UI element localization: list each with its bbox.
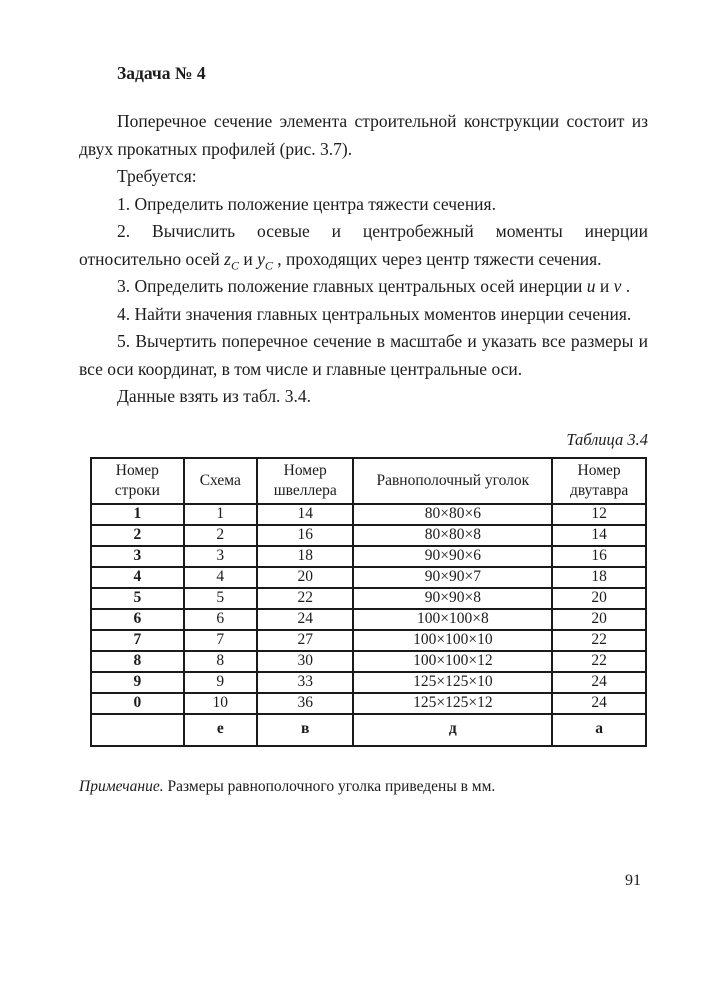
equal-angle-cell: 125×125×10 xyxy=(353,672,552,693)
row-number-cell: 7 xyxy=(91,630,184,651)
scheme-cell: 4 xyxy=(184,567,257,588)
col-header-ibeam-number: Номер двутавра xyxy=(552,458,646,504)
axis-y-symbol: y xyxy=(257,248,265,269)
scheme-cell: 7 xyxy=(184,630,257,651)
ibeam-number-cell: 18 xyxy=(552,567,646,588)
intro-paragraph: Поперечное сечение элемента строительной конструкции состоит из двух прокатных профилей (рис. 3.7). xyxy=(79,111,648,159)
table-row xyxy=(91,672,646,693)
row-number-cell: 0 xyxy=(91,693,184,714)
requires-label: Требуется: xyxy=(117,166,197,186)
page-number: 91 xyxy=(625,872,641,889)
col-header-channel-number: Номер швеллера xyxy=(257,458,354,504)
row-number-cell: 2 xyxy=(91,525,184,546)
axis-v-symbol: v xyxy=(613,276,622,296)
data-source-paragraph: Данные взять из табл. 3.4. xyxy=(117,386,312,406)
equal-angle-cell: 80×80×8 xyxy=(353,525,552,546)
scheme-cell: 5 xyxy=(184,588,257,609)
ibeam-number-cell: 12 xyxy=(552,504,646,525)
axis-u-symbol: u xyxy=(586,276,596,296)
scheme-cell: 1 xyxy=(184,504,257,525)
equal-angle-cell: 100×100×8 xyxy=(353,609,552,630)
problem-title: Задача № 4 xyxy=(117,63,206,83)
scheme-cell: 3 xyxy=(184,546,257,567)
ibeam-number-cell: 22 xyxy=(552,630,646,651)
task-item-4: 4. Найти значения главных центральных моментов инерции сечения. xyxy=(117,303,632,324)
scheme-cell: 8 xyxy=(184,651,257,672)
variant-letter-ibeam: а xyxy=(552,714,646,746)
equal-angle-cell: 100×100×10 xyxy=(353,630,552,651)
ibeam-number-cell: 22 xyxy=(552,651,646,672)
task-item-2 xyxy=(79,218,648,273)
variant-letter-row xyxy=(91,714,646,746)
table-row xyxy=(91,504,646,525)
channel-number-cell: 33 xyxy=(257,672,354,693)
task-item-3-post: . xyxy=(621,276,631,296)
row-number-cell: 1 xyxy=(91,504,184,525)
scheme-cell: 6 xyxy=(184,609,257,630)
axis-z-subscript: C xyxy=(230,258,239,272)
task-item-3-mid: и xyxy=(595,276,614,296)
channel-number-cell: 22 xyxy=(257,588,354,609)
channel-number-cell: 16 xyxy=(257,525,354,546)
task-item-2-post: , проходящих через центр тяжести сечения. xyxy=(272,248,602,269)
row-number-cell: 6 xyxy=(91,609,184,630)
ibeam-number-cell: 20 xyxy=(552,588,646,609)
scheme-cell: 9 xyxy=(184,672,257,693)
scheme-cell: 10 xyxy=(184,693,257,714)
axis-z-symbol: z xyxy=(224,248,231,269)
variant-letter-angle: д xyxy=(353,714,552,746)
col-header-row-number: Номер строки xyxy=(91,458,184,504)
task-item-3 xyxy=(79,273,648,301)
ibeam-number-cell: 24 xyxy=(552,693,646,714)
variant-letter-channel: в xyxy=(257,714,354,746)
row-number-cell: 4 xyxy=(91,567,184,588)
col-header-equal-angle: Равнополочный уголок xyxy=(353,458,552,504)
table-row xyxy=(91,630,646,651)
ibeam-number-cell: 24 xyxy=(552,672,646,693)
table-row xyxy=(91,588,646,609)
scheme-cell: 2 xyxy=(184,525,257,546)
equal-angle-cell: 90×90×6 xyxy=(353,546,552,567)
note-text: Размеры равнополочного уголка приведены в мм. xyxy=(163,777,496,795)
channel-number-cell: 18 xyxy=(257,546,354,567)
note-label: Примечание. xyxy=(79,777,164,795)
variant-empty-cell xyxy=(91,714,184,746)
ibeam-number-cell: 16 xyxy=(552,546,646,567)
channel-number-cell: 27 xyxy=(257,630,354,651)
task-item-2-text: 2. Вычислить осевые и центробежный моменты инерции относительно осей xyxy=(79,221,648,269)
row-number-cell: 3 xyxy=(91,546,184,567)
row-number-cell: 5 xyxy=(91,588,184,609)
table-row xyxy=(91,525,646,546)
equal-angle-cell: 125×125×12 xyxy=(353,693,552,714)
table-row xyxy=(91,546,646,567)
table-caption: Таблица 3.4 xyxy=(566,429,648,449)
text-block xyxy=(79,60,648,797)
task-item-1: 1. Определить положение центра тяжести сечения. xyxy=(117,193,496,214)
channel-number-cell: 14 xyxy=(257,504,354,525)
channel-number-cell: 30 xyxy=(257,651,354,672)
equal-angle-cell: 90×90×7 xyxy=(353,567,552,588)
task-item-2-mid: и xyxy=(238,248,258,269)
row-number-cell: 9 xyxy=(91,672,184,693)
row-number-cell: 8 xyxy=(91,651,184,672)
task-item-5: 5. Вычертить поперечное сечение в масштабе и указать все размеры и все оси координат, в том числе и главные центральные оси. xyxy=(79,331,648,379)
table-row xyxy=(91,609,646,630)
table-row xyxy=(91,693,646,714)
table-header-row xyxy=(91,458,646,504)
ibeam-number-cell: 20 xyxy=(552,609,646,630)
table-row xyxy=(91,651,646,672)
channel-number-cell: 20 xyxy=(257,567,354,588)
variant-letter-scheme: е xyxy=(184,714,257,746)
equal-angle-cell: 100×100×12 xyxy=(353,651,552,672)
variants-table xyxy=(90,457,647,747)
task-item-3-text: 3. Определить положение главных центральных осей инерции xyxy=(117,276,587,296)
channel-number-cell: 24 xyxy=(257,609,354,630)
table-note xyxy=(79,776,648,797)
axis-y-subscript: C xyxy=(264,258,273,272)
table-row xyxy=(91,567,646,588)
channel-number-cell: 36 xyxy=(257,693,354,714)
equal-angle-cell: 80×80×6 xyxy=(353,504,552,525)
col-header-scheme: Схема xyxy=(184,458,257,504)
ibeam-number-cell: 14 xyxy=(552,525,646,546)
equal-angle-cell: 90×90×8 xyxy=(353,588,552,609)
